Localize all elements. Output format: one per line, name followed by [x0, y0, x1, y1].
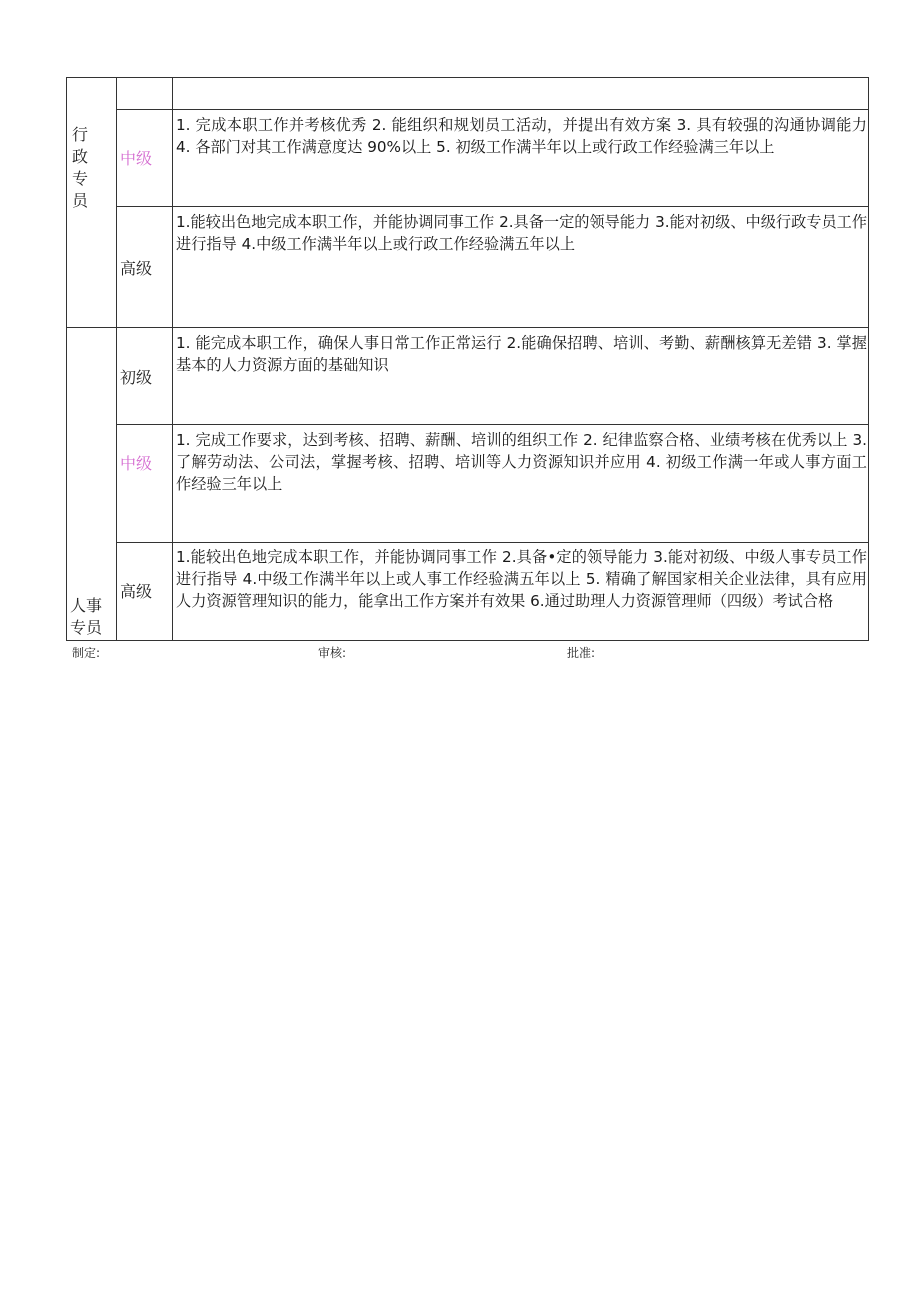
level-cell-blank — [116, 77, 173, 110]
footer-approved-by: 批准: — [567, 646, 596, 660]
level-label-admin-senior: 高级 — [120, 259, 153, 278]
desc-text-hr-mid: 1. 完成工作要求，达到考核、招聘、薪酬、培训的组织工作 2. 纪律监察合格、业绩考核在优秀以上 3.了解劳动法、公司法，掌握考核、招聘、培训等人力资源知识并应用 4. 初级工作满一年或人事方面工作经验三年以上 — [176, 431, 867, 493]
level-cell-hr-mid — [116, 424, 173, 543]
level-label-hr-senior: 高级 — [120, 582, 153, 601]
footer-made-by: 制定: — [72, 646, 101, 660]
level-label-hr-mid: 中级 — [120, 454, 153, 473]
role-cell-hr — [66, 327, 117, 641]
footer-reviewed-by: 审核: — [318, 646, 347, 660]
role-label-admin: 行政专员 — [72, 125, 89, 210]
desc-text-admin-senior: 1.能较出色地完成本职工作，并能协调同事工作 2.具备一定的领导能力 3.能对初级、中级行政专员工作进行指导 4.中级工作满半年以上或行政工作经验满五年以上 — [176, 213, 868, 253]
desc-text-hr-junior: 1. 能完成本职工作，确保人事日常工作正常运行 2.能确保招聘、培训、考勤、薪酬核算无差错 3. 掌握基本的人力资源方面的基础知识 — [176, 334, 867, 374]
desc-text-hr-senior: 1.能较出色地完成本职工作，并能协调同事工作 2.具备•定的领导能力 3.能对初级、中级人事专员工作进行指导 4.中级工作满半年以上或人事工作经验满五年以上 5. 精确了解国家相关企业法律，具有应用人力资源管理知识的能力，能拿出工作方案并有效果 6.通过助理人力资源管理师（四级）考试合格 — [176, 548, 867, 610]
desc-text-admin-mid: 1. 完成本职工作并考核优秀 2. 能组织和规划员工活动，并提出有效方案 3. 具有较强的沟通协调能力 4. 各部门对其工作满意度达 90%以上 5. 初级工作满半年以上或行政工作经验满三年以上 — [176, 116, 867, 156]
desc-cell-blank — [172, 77, 869, 110]
level-label-hr-junior: 初级 — [120, 368, 153, 387]
competency-table — [66, 77, 869, 641]
level-label-admin-mid: 中级 — [120, 149, 153, 168]
role-label-hr: 人事专员 — [70, 596, 103, 637]
